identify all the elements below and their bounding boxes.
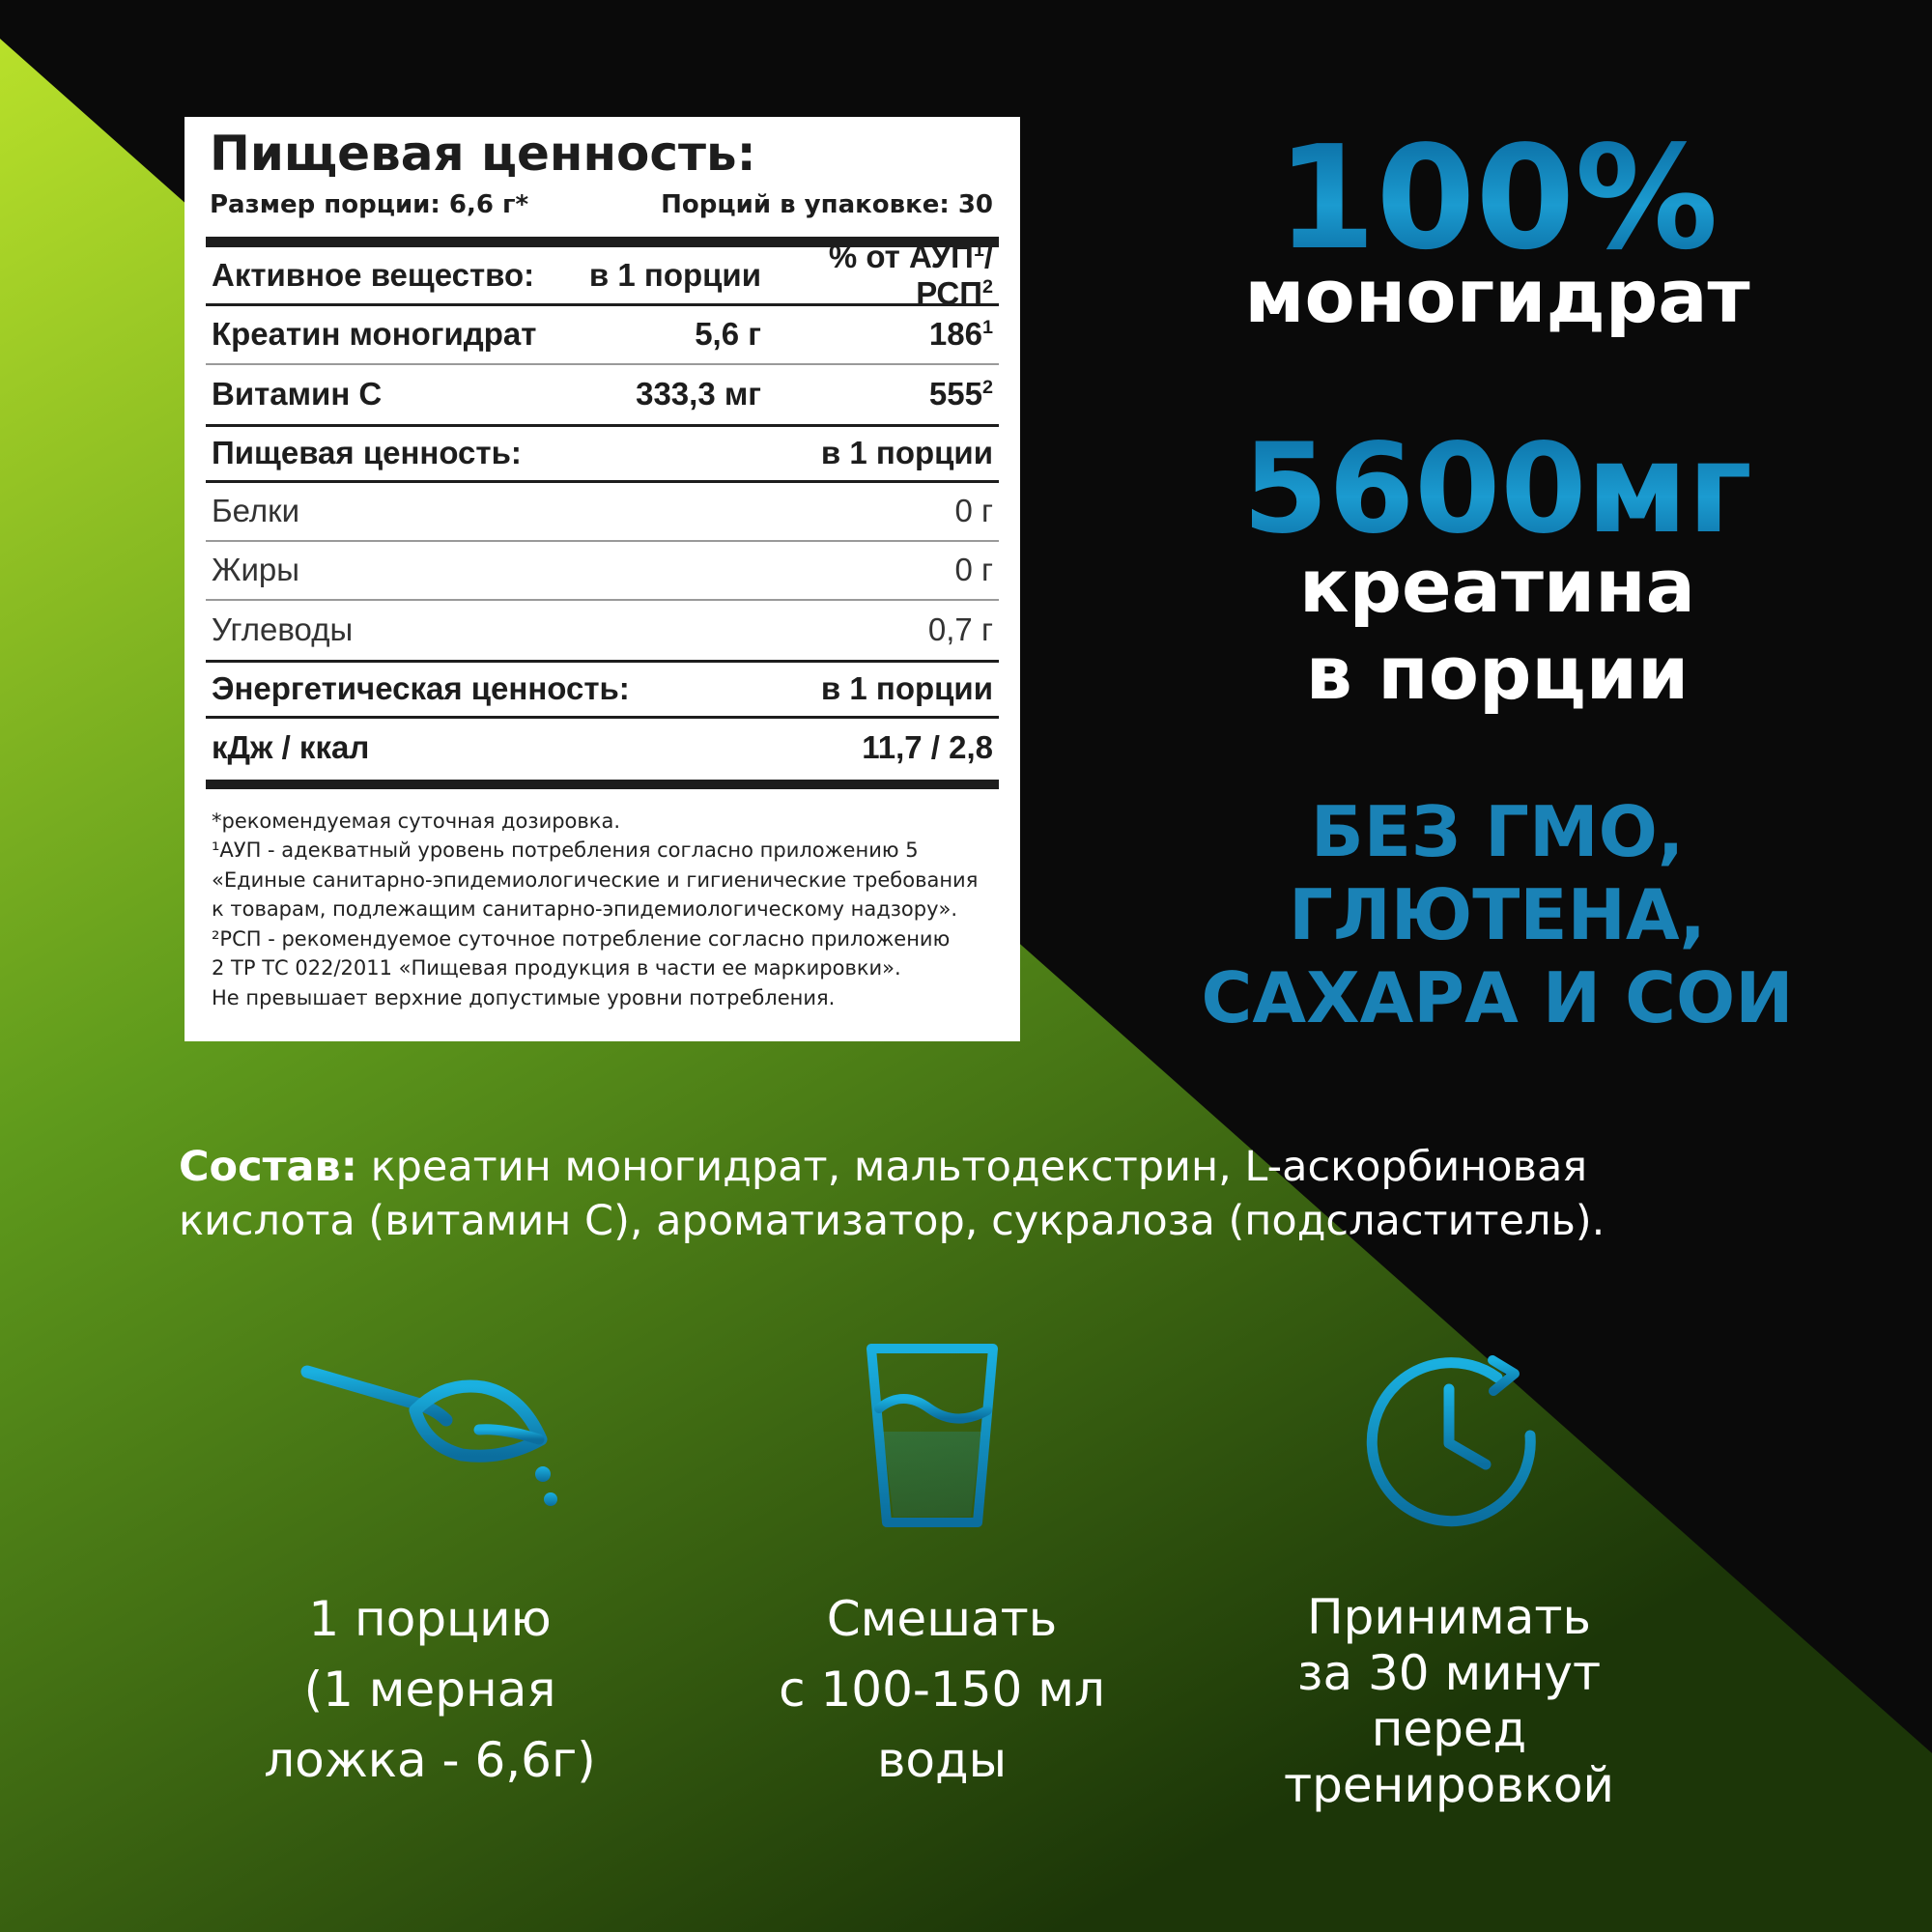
nutrition-panel xyxy=(185,117,1020,1041)
serving-info xyxy=(210,190,993,219)
footnote-line: Не превышает верхние допустимые уровни потребления. xyxy=(212,985,836,1009)
nutrient-value: 0 г xyxy=(954,552,993,587)
claim-free-from xyxy=(1179,790,1816,1039)
table-row xyxy=(206,483,999,542)
ingredient-amount: 5,6 г xyxy=(695,316,761,352)
divider xyxy=(206,780,999,789)
nutrition-header-row xyxy=(206,424,999,483)
ingredient-amount: 333,3 мг xyxy=(636,376,761,412)
ingredient-name: Витамин С xyxy=(212,376,383,412)
step-mix-text xyxy=(744,1584,1140,1796)
ingredient-percent: $555^2$ xyxy=(928,376,993,412)
footnotes xyxy=(212,807,999,1013)
claim-monohydrate: моногидрат xyxy=(1244,253,1750,339)
panel-title: Пищевая ценность: xyxy=(210,126,756,182)
claim-creatine: креатина xyxy=(1299,543,1695,629)
step-scoop-text xyxy=(227,1584,633,1796)
nutrient-name: Белки xyxy=(212,493,300,528)
claim-line: БЕЗ ГМО, xyxy=(1310,791,1685,872)
table-row xyxy=(206,601,999,660)
table-row xyxy=(206,306,999,365)
composition-label: Состав: xyxy=(179,1143,357,1191)
energy-value: 11,7 / 2,8 xyxy=(862,729,993,765)
footnote-line: *рекомендуемая суточная дозировка. xyxy=(212,809,620,833)
claim-percent: 100% xyxy=(1188,126,1806,270)
per-serving-label: в 1 порции xyxy=(820,670,993,706)
percent-label: % от АУП$^1$/РСП$^2$ xyxy=(828,238,993,311)
step-line: Принимать xyxy=(1307,1589,1591,1645)
step-line: (1 мерная xyxy=(303,1662,556,1718)
footnote-line: к товарам, подлежащим санитарно-эпидемиологическому надзору». xyxy=(212,897,958,921)
nutrition-label: Пищевая ценность: xyxy=(212,435,522,470)
step-line: с 100-150 мл xyxy=(779,1662,1105,1718)
serving-size: Размер порции: 6,6 г* xyxy=(210,189,529,219)
nutrient-value: 0,7 г xyxy=(927,611,993,647)
step-line: тренировкой xyxy=(1284,1757,1614,1813)
claim-amount: 5600мг xyxy=(1188,417,1806,562)
footnote-line: ²РСП - рекомендуемое суточное потребление согласно приложению xyxy=(212,926,951,951)
nutrient-name: Углеводы xyxy=(212,611,354,647)
active-substance-label: Активное вещество: xyxy=(212,256,535,293)
footnote-line: «Единые санитарно-эпидемиологические и гигиенические требования xyxy=(212,867,979,892)
active-header-row xyxy=(206,238,999,311)
step-line: ложка - 6,6г) xyxy=(264,1732,596,1788)
per-serving-label: в 1 порции xyxy=(588,256,761,293)
scoop-icon xyxy=(290,1352,580,1526)
step-line: перед xyxy=(1371,1701,1527,1757)
clock-icon xyxy=(1352,1339,1546,1532)
nutrient-name: Жиры xyxy=(212,552,299,587)
table-row xyxy=(206,542,999,601)
servings-per-pack: Порций в упаковке: 30 xyxy=(661,189,993,219)
step-line: 1 порцию xyxy=(308,1591,552,1647)
table-row xyxy=(206,365,999,424)
composition-text: креатин моногидрат, мальтодекстрин, L-аскорбиновая кислота (витамин С), ароматизатор, сукралоза (подсластитель). xyxy=(179,1143,1605,1245)
claim-line: САХАРА И СОИ xyxy=(1201,957,1794,1038)
claim-per-serving: в порции xyxy=(1305,630,1690,716)
step-take-text xyxy=(1246,1589,1652,1813)
claim-line: ГЛЮТЕНА, xyxy=(1289,874,1706,955)
step-line: воды xyxy=(876,1732,1008,1788)
composition xyxy=(179,1140,1686,1248)
energy-label: Энергетическая ценность: xyxy=(212,670,630,706)
step-line: Смешать xyxy=(826,1591,1058,1647)
footnote-line: 2 ТР ТС 022/2011 «Пищевая продукция в части ее маркировки». xyxy=(212,956,901,980)
footnote-line: ¹АУП - адекватный уровень потребления согласно приложению 5 xyxy=(212,838,919,862)
step-line: за 30 минут xyxy=(1296,1645,1602,1701)
ingredient-percent: $186^1$ xyxy=(928,316,993,352)
nutrient-value: 0 г xyxy=(954,493,993,528)
ingredient-name: Креатин моногидрат xyxy=(212,316,537,352)
table-row xyxy=(206,719,999,778)
energy-header-row xyxy=(206,660,999,719)
glass-icon xyxy=(860,1339,1005,1532)
energy-unit: кДж / ккал xyxy=(212,729,370,765)
per-serving-label: в 1 порции xyxy=(820,435,993,470)
